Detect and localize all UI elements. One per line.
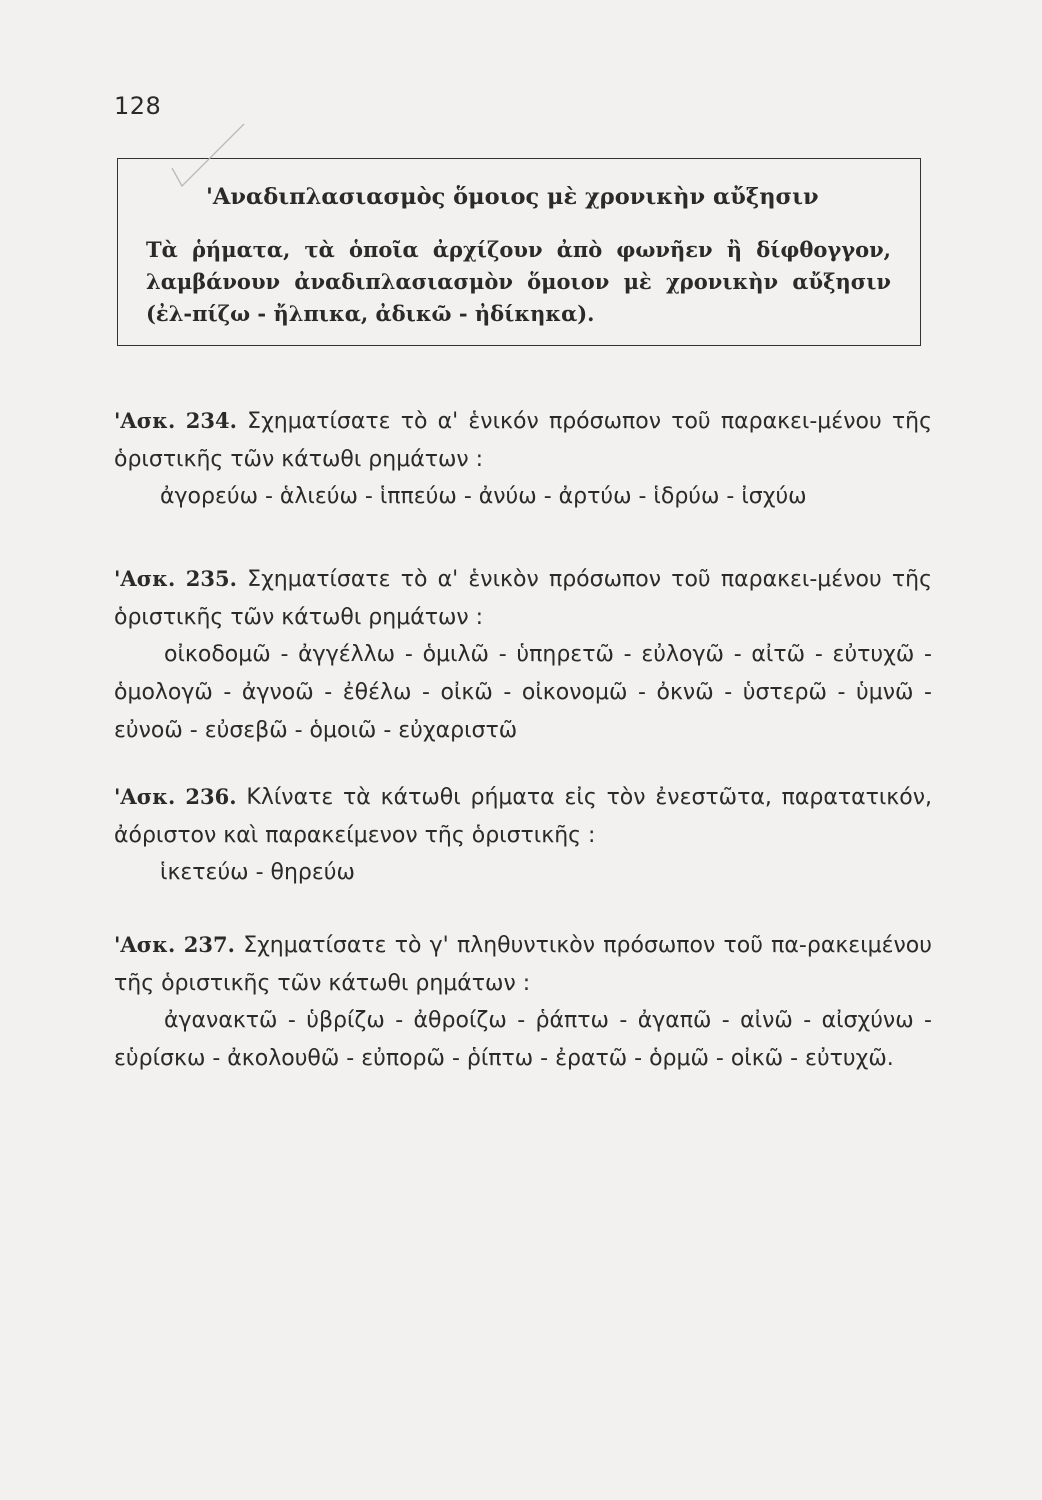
rule-title: 'Αναδιπλασιασμὸς ὅμοιος μὲ χρονικὴν αὔξησιν (206, 184, 819, 210)
exercise-234 (114, 402, 932, 479)
exercise-label: 'Ασκ. 237. (114, 932, 235, 957)
rule-body: Τὰ ῥήματα, τὰ ὁποῖα ἀρχίζουν ἀπὸ φωνῆεν ἢ δίφθογγον, λαμβάνουν ἀναδιπλασιασμὸν ὅμοιον μὲ χρονικὴν αὔξησιν (ἐλ-πίζω - ἤλπικα, ἀδικῶ - ἠδίκηκα). (146, 237, 891, 326)
exercise-instruction: Σχηματίσατε τὸ α' ἑνικὸν πρόσωπον τοῦ παρακει-μένου τῆς ὁριστικῆς τῶν κάτωθι ρημάτων : (114, 567, 932, 630)
exercise-words: ἀγανακτῶ - ὑβρίζω - ἀθροίζω - ῥάπτω - ἀγαπῶ - αἰνῶ - αἰσχύνω - εὑρίσκω - ἀκολουθῶ - εὐπορῶ - ῥίπτω - ἐρατῶ - ὁρμῶ - οἰκῶ - εὐτυχῶ. (114, 1008, 932, 1071)
exercise-236 (114, 778, 932, 855)
exercise-label: 'Ασκ. 234. (114, 408, 237, 433)
exercise-237 (114, 926, 932, 1003)
exercise-words: ἱκετεύω - θηρεύω (160, 860, 355, 885)
exercise-instruction: Σχηματίσατε τὸ α' ἑνικόν πρόσωπον τοῦ παρακει-μένου τῆς ὁριστικῆς τῶν κάτωθι ρημάτων : (114, 409, 932, 472)
exercise-instruction: Κλίνατε τὰ κάτωθι ρήματα εἰς τὸν ἐνεστῶτα, παρατατικόν, ἀόριστον καὶ παρακείμενον τῆς ὁριστικῆς : (114, 785, 933, 848)
exercise-words: ἀγορεύω - ἁλιεύω - ἱππεύω - ἀνύω - ἀρτύω - ἱδρύω - ἰσχύω (160, 484, 807, 509)
exercise-235 (114, 560, 932, 637)
page-number: 128 (114, 92, 162, 120)
exercise-label: 'Ασκ. 236. (114, 784, 237, 809)
exercise-words: οἰκοδομῶ - ἀγγέλλω - ὁμιλῶ - ὑπηρετῶ - εὐλογῶ - αἰτῶ - εὐτυχῶ - ὁμολογῶ - ἀγνοῶ - ἐθέλω - οἰκῶ - οἰκονομῶ - ὀκνῶ - ὑστερῶ - ὑμνῶ - εὐνοῶ - εὐσεβῶ - ὁμοιῶ - εὐχαριστῶ (114, 642, 932, 743)
exercise-instruction: Σχηματίσατε τὸ γ' πληθυντικὸν πρόσωπον τοῦ πα-ρακειμένου τῆς ὁριστικῆς τῶν κάτωθι ρημάτων : (114, 933, 933, 996)
exercise-label: 'Ασκ. 235. (114, 566, 237, 591)
